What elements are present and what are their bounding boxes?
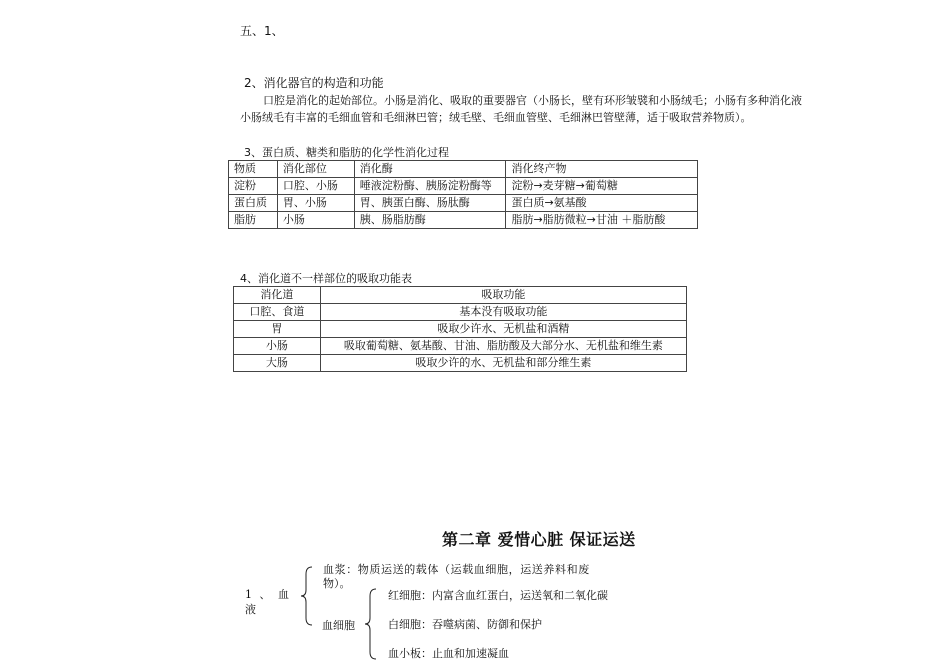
table-header-cell: 吸取功能 <box>320 287 686 304</box>
table-row <box>234 304 687 321</box>
platelet-text: 血小板：止血和加速凝血 <box>388 647 509 660</box>
table-header-row <box>229 161 698 178</box>
section5-heading: 五、1、 <box>240 24 284 38</box>
table-header-cell: 消化酶 <box>354 161 506 178</box>
table-cell: 蛋白质→氨基酸 <box>506 195 698 212</box>
table-row <box>234 321 687 338</box>
table-cell: 胃、胰蛋白酶、肠肽酶 <box>354 195 506 212</box>
table-cell: 吸取葡萄糖、氨基酸、甘油、脂肪酸及大部分水、无机盐和维生素 <box>320 338 686 355</box>
section4-heading: 4、消化道不一样部位的吸取功能表 <box>240 272 412 285</box>
table-cell: 蛋白质 <box>229 195 278 212</box>
table-cell: 口腔、食道 <box>234 304 321 321</box>
plasma-line1: 血浆：物质运送的载体（运载血细胞，运送养料和废 <box>323 563 590 576</box>
absorption-table <box>233 286 687 372</box>
table-header-cell: 物质 <box>229 161 278 178</box>
chapter-title: 第二章 爱惜心脏 保证运送 <box>442 530 636 549</box>
table-cell: 淀粉→麦芽糖→葡萄糖 <box>506 178 698 195</box>
table-row <box>234 338 687 355</box>
table-header-cell: 消化终产物 <box>506 161 698 178</box>
table-cell: 胃、小肠 <box>277 195 354 212</box>
table-row <box>229 178 698 195</box>
table-cell: 基本没有吸取功能 <box>320 304 686 321</box>
section2-heading: 2、消化器官的构造和功能 <box>244 76 384 90</box>
digestion-process-table <box>228 160 698 229</box>
table-row <box>229 212 698 229</box>
table-cell: 大肠 <box>234 355 321 372</box>
table-cell: 小肠 <box>277 212 354 229</box>
plasma-line2: 物）。 <box>323 577 351 590</box>
cells-brace-icon <box>364 588 378 660</box>
section2-paragraph-line2: 小肠绒毛有丰富的毛细血管和毛细淋巴管；绒毛壁、毛细血管壁、毛细淋巴管壁薄，适于吸取营养物质）。 <box>240 111 752 124</box>
blood-label-line2: 液 <box>245 603 256 616</box>
table-row <box>234 355 687 372</box>
table-cell: 脂肪 <box>229 212 278 229</box>
table-cell: 脂肪→脂肪微粒→甘油 ＋脂肪酸 <box>506 212 698 229</box>
table-header-cell: 消化道 <box>234 287 321 304</box>
white-blood-cell-text: 白细胞：吞噬病菌、防御和保护 <box>388 618 542 631</box>
blood-label-line1: 1 、 血 <box>245 588 291 601</box>
table-cell: 吸取少许的水、无机盐和部分维生素 <box>320 355 686 372</box>
table-row <box>229 195 698 212</box>
table-cell: 小肠 <box>234 338 321 355</box>
table-cell: 口腔、小肠 <box>277 178 354 195</box>
section3-heading: 3、蛋白质、糖类和脂肪的化学性消化过程 <box>244 146 449 159</box>
table-cell: 唾液淀粉酶、胰肠淀粉酶等 <box>354 178 506 195</box>
red-blood-cell-text: 红细胞：内富含血红蛋白，运送氧和二氧化碳 <box>388 589 608 602</box>
section2-paragraph-line1: 口腔是消化的起始部位。小肠是消化、吸取的重要器官（小肠长，壁有环形皱襞和小肠绒毛；小肠有多种消化液 <box>263 94 802 107</box>
table-header-cell: 消化部位 <box>277 161 354 178</box>
table-cell: 胃 <box>234 321 321 338</box>
table-header-row <box>234 287 687 304</box>
table-cell: 胰、肠脂肪酶 <box>354 212 506 229</box>
blood-brace-icon <box>300 566 314 626</box>
table-cell: 淀粉 <box>229 178 278 195</box>
table-cell: 吸取少许水、无机盐和酒精 <box>320 321 686 338</box>
blood-cells-label: 血细胞 <box>322 619 355 632</box>
